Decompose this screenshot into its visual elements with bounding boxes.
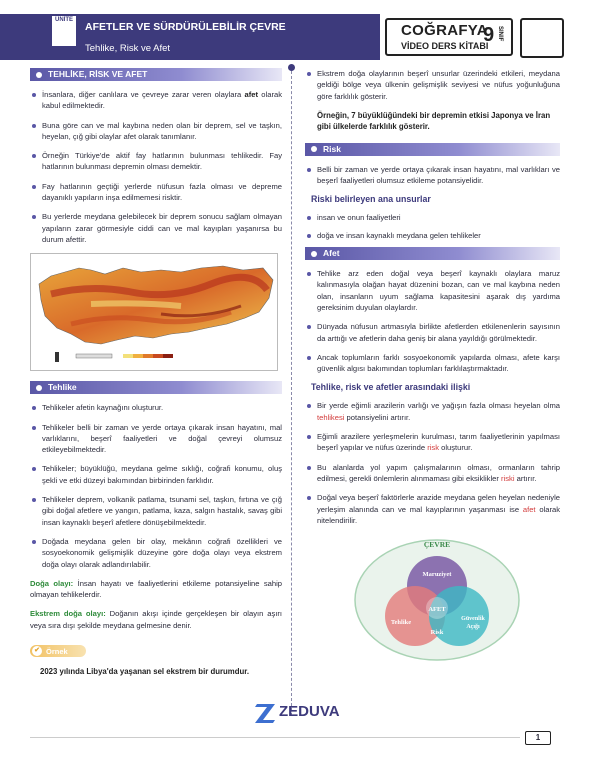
legend-swatch bbox=[123, 354, 133, 358]
item-text: Eğimli arazilere yerleşmelerin kurulması, tarım faaliyetlerinin yapılması beşerî yapılar ve nüfus üzerinde bbox=[317, 432, 560, 453]
brand-title: COĞRAFYA bbox=[401, 22, 488, 39]
section-heading-tehlike-risk-afet: TEHLİKE, RİSK VE AFET bbox=[30, 68, 282, 81]
item-highlight: riski bbox=[501, 473, 515, 483]
venn-label-acigi: Açığı bbox=[466, 624, 480, 631]
afet-list bbox=[305, 268, 560, 374]
list-item: insan ve onun faaliyetleri bbox=[305, 212, 560, 223]
right-column bbox=[305, 68, 560, 662]
brand-subtitle: VİDEO DERS KİTABI bbox=[401, 41, 489, 51]
list-item: Tehlikeler deprem, volkanik patlama, tsunami sel, taşkın, fırtına ve çığ gibi doğal afetlere ve yangın, patlama, kaza, salgın hastalık, savaş gibi insan kaynaklı beşerî afetlere dönüşebilmektedir. bbox=[30, 494, 282, 528]
definition-term: Ekstrem doğa olayı: bbox=[30, 609, 106, 619]
example-label: Örnek bbox=[46, 646, 68, 656]
grade-number: 9 bbox=[483, 24, 495, 46]
legend-swatch bbox=[153, 354, 163, 358]
venn-label-guvenlik: Güvenlik bbox=[461, 616, 485, 623]
definition-text: Doğanın akışı içinde gerçekleşen bir olayın aşırı veya sıra dışı şekilde meydana gelmesine denir. bbox=[30, 609, 282, 630]
item-highlight: risk bbox=[427, 443, 439, 453]
subheading-relation: Tehlike, risk ve afetler arasındaki ilişki bbox=[311, 382, 471, 393]
risk-factors-list bbox=[305, 212, 560, 241]
section-heading-risk: Risk bbox=[305, 143, 560, 156]
relation-list bbox=[305, 400, 560, 526]
item-bold: afet bbox=[244, 90, 259, 99]
list-item: Fay hatlarının geçtiği yerlerde nüfusun fazla olması ve depreme dayanıklı yapıların inşa edilmemesi risktir. bbox=[30, 181, 282, 204]
definition-doga-olayi bbox=[30, 578, 282, 601]
item-text: artırır. bbox=[514, 473, 537, 483]
venn-label-afet: AFET bbox=[428, 606, 446, 614]
scale-bar bbox=[76, 354, 112, 358]
list-item bbox=[30, 89, 282, 112]
left-column bbox=[30, 68, 282, 676]
list-item: doğa ve insan kaynaklı meydana gelen tehlikeler bbox=[305, 230, 560, 241]
example-text: 2023 yılında Libya'da yaşanan sel ekstrem bir durumdur. bbox=[40, 667, 249, 677]
list-item: Ekstrem doğa olaylarının beşerî unsurlar üzerindeki etkileri, meydana geldiği bölge veya ülkenin gelişmişlik seviyesi ve nüfus yoğunluğuna göre farklılık gösterir. bbox=[305, 68, 560, 102]
list-item bbox=[305, 492, 560, 526]
section-heading-tehlike: Tehlike bbox=[30, 381, 282, 394]
legend-swatch bbox=[133, 354, 143, 358]
example-badge bbox=[30, 645, 86, 657]
legend-swatch bbox=[143, 354, 153, 358]
item-text: Bir yerde eğimli arazilerin varlığı ve yağışın fazla olması heyelan olma bbox=[317, 401, 560, 411]
venn-label-risk: Risk bbox=[430, 629, 444, 637]
definition-ekstrem-doga-olayi bbox=[30, 608, 282, 631]
venn-label-tehlike: Tehlike bbox=[390, 619, 412, 627]
grade-label: SINIF bbox=[497, 26, 503, 42]
turkey-earthquake-map bbox=[30, 253, 278, 371]
list-item: Doğada meydana gelen bir olay, mekânın coğrafi özellikleri ve sosyoekonomik gelişmişlik düzeyine göre doğa olayı veya ekstrem doğa olayı olarak adlandırılabilir. bbox=[30, 536, 282, 570]
list-item: Tehlikeler belli bir zaman ve yerde ortaya çıkarak insan hayatını, mal varlıklarını, beşerî faaliyetleri ve doğal çevreyi olumsuz etkileyebilmektedir. bbox=[30, 422, 282, 456]
venn-outer-label: ÇEVRE bbox=[423, 540, 451, 550]
logo-text: ZEDUVA bbox=[279, 703, 340, 720]
unit-label: ÜNİTE bbox=[55, 17, 73, 23]
zeduva-logo-icon bbox=[255, 701, 277, 723]
list-item: Tehlikeler; büyüklüğü, meydana gelme sıklığı, coğrafi konumu, oluş şekli ve etki düzeyi bakımından birbirinden farklıdır. bbox=[30, 463, 282, 486]
item-highlight: afet bbox=[522, 504, 536, 514]
list-item: Bu yerlerde meydana gelebilecek bir deprem sonucu sağlam olmayan yapıların zarar görmesiyle ciddi can ve mal kayıpları yaşanırsa bu durum afettir. bbox=[30, 211, 282, 245]
continued-list bbox=[305, 68, 560, 102]
brand-box bbox=[385, 18, 513, 56]
zeduva-logo bbox=[255, 700, 355, 724]
unit-title: AFETLER VE SÜRDÜRÜLEBİLİR ÇEVRE bbox=[85, 21, 286, 33]
list-item: Ancak toplumların farklı sosyoekonomik yapılarda olması, afete karşı güvenlik algısı bakımından toplumları farklılaştırmaktadır. bbox=[305, 352, 560, 375]
corner-box bbox=[520, 18, 564, 58]
example-paragraph: Örneğin, 7 büyüklüğündeki bir depremin etkisi Japonya ve İran gibi ülkelerde farklılık gösterir. bbox=[317, 110, 551, 132]
item-text: potansiyelini artırır. bbox=[344, 412, 411, 422]
list-item: Örneğin Türkiye'de aktif fay hatlarının bulunması tehlikedir. Fay hatlarının bulunması depremin olması demektir. bbox=[30, 150, 282, 173]
footer-line bbox=[30, 737, 520, 738]
page-number: 1 bbox=[525, 731, 551, 745]
item-text: Bu alanlarda yol yapım çalışmalarının olması, ormanların tahrip edilmesi, gerekli önlemlerin alınmaması gibi eksiklikler bbox=[317, 462, 560, 483]
item-text: oluşturur. bbox=[439, 443, 473, 453]
list-item: Tehlikeler afetin kaynağını oluşturur. bbox=[30, 402, 282, 413]
definition-term: Doğa olayı: bbox=[30, 578, 74, 588]
divider-dot bbox=[288, 64, 295, 71]
definition-text: İnsan hayatı ve faaliyetlerini etkileme potansiyeline sahip olmayan tehlikelerdir. bbox=[30, 578, 282, 600]
section1-list bbox=[30, 89, 282, 245]
map-legend bbox=[123, 354, 173, 358]
venn-svg bbox=[353, 534, 521, 662]
venn-diagram bbox=[353, 534, 521, 662]
item-highlight: tehlikesi bbox=[317, 412, 345, 422]
item-text: Doğal veya beşerî faktörlerle arazide meydana gelen heyelan nedeniyle yerleşim alanında can ve mal kayıplarının yaşanması ise bbox=[317, 493, 560, 514]
list-item bbox=[305, 400, 560, 423]
list-item bbox=[305, 431, 560, 454]
tehlike-list bbox=[30, 402, 282, 570]
check-icon: ✔ bbox=[32, 646, 42, 656]
risk-list bbox=[305, 164, 560, 187]
subheading-risk-factors: Riski belirleyen ana unsurlar bbox=[311, 194, 431, 205]
legend-swatch bbox=[163, 354, 173, 358]
page-header bbox=[0, 0, 594, 64]
list-item: Dünyada nüfusun artmasıyla birlikte afetlerden etkilenenlerin sayısının da arttığı ve afetlerin daha geniş bir alana yayıldığı görülmektedir. bbox=[305, 321, 560, 344]
unit-subtitle: Tehlike, Risk ve Afet bbox=[85, 43, 171, 54]
list-item: Buna göre can ve mal kaybına neden olan bir deprem, sel ve taşkın, heyelan, çığ gibi olaylar afet olarak tanımlanır. bbox=[30, 120, 282, 143]
item-text: olarak nitelendirilir. bbox=[317, 504, 560, 525]
map-image bbox=[31, 254, 278, 371]
item-text: İnsanlara, diğer canlılara ve çevreye zarar veren olaylara bbox=[42, 90, 245, 99]
list-item bbox=[305, 462, 560, 485]
item-text: olarak kabul edilmektedir. bbox=[42, 90, 282, 111]
low-risk-zone bbox=[91, 304, 181, 307]
list-item: Belli bir zaman ve yerde ortaya çıkarak insan hayatını, mal varlıkları ve beşerî faaliyetleri olumsuz etkileme potansiyelidir. bbox=[305, 164, 560, 187]
unit-badge bbox=[50, 14, 78, 48]
column-divider bbox=[291, 66, 292, 716]
venn-label-maruziyet: Maruziyet bbox=[422, 571, 452, 579]
compass-icon bbox=[55, 352, 59, 362]
section-heading-afet: Afet bbox=[305, 247, 560, 260]
list-item: Tehlike arz eden doğal veya beşerî kaynaklı olaylara maruz kalınmasıyla olağan hayat düzenini bozan, can ve mal kaybına neden olan, insanların uyum sağlama kapasitesini aşarak dış yardıma gereksinim duyulan olaylardır. bbox=[305, 268, 560, 313]
